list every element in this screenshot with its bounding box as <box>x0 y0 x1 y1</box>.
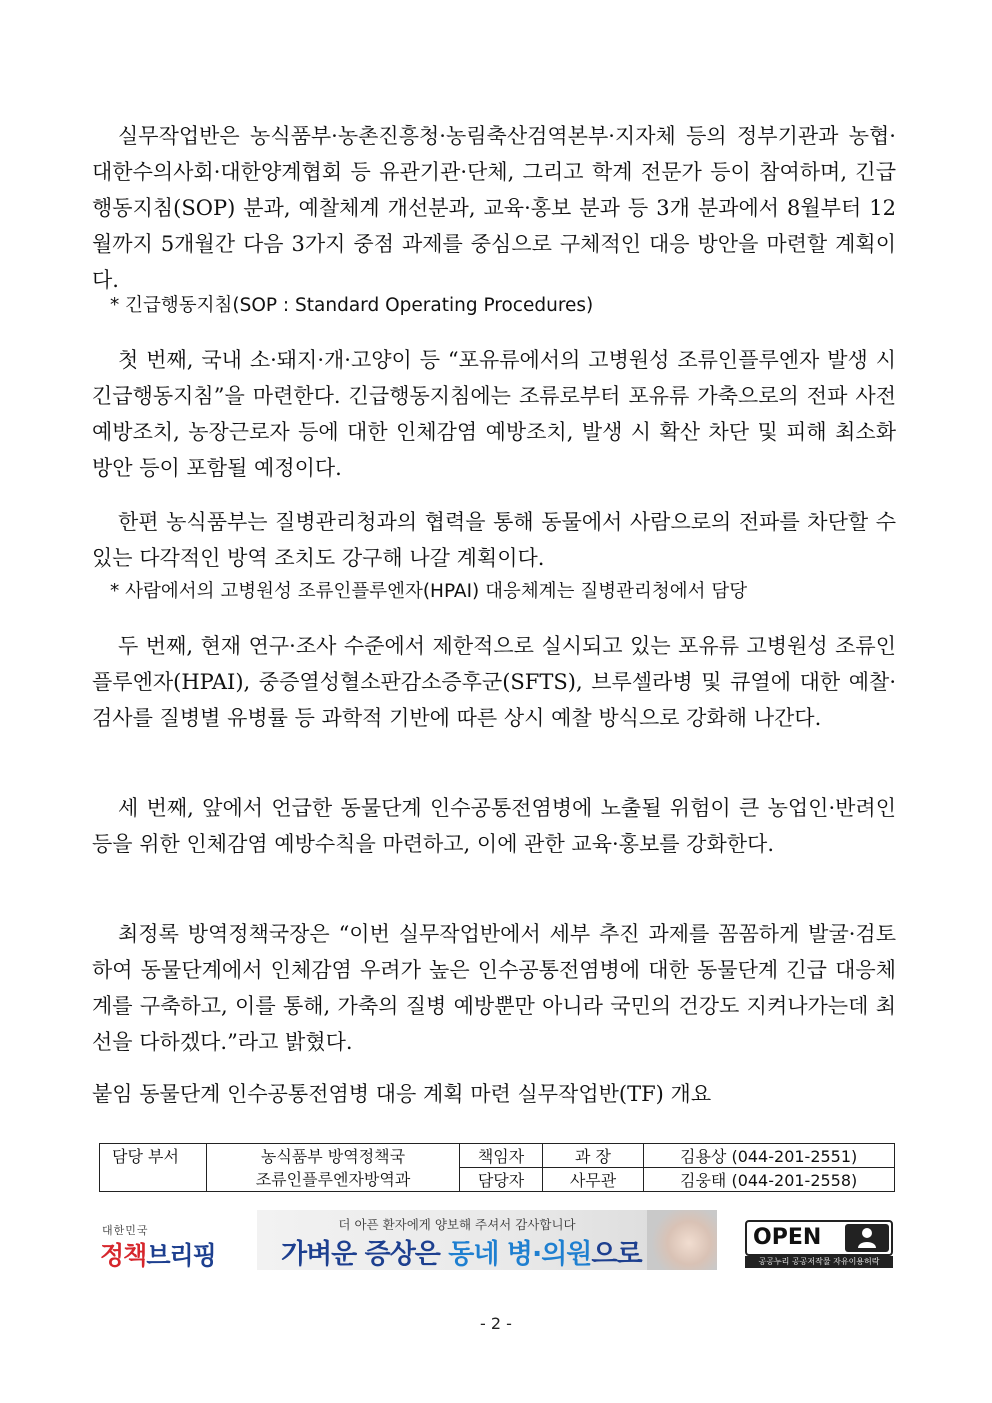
person-cell: 김웅태 (044-201-2558) <box>644 1168 895 1192</box>
paragraph-director-quote: 최정록 방역정책국장은 “이번 실무작업반에서 세부 추진 과제를 꼼꼼하게 발굴·검토하여 동물단계에서 인체감염 우려가 높은 인수공통전염병에 대한 동물단계 긴급 대응체계를 구축하고, 이를 통해, 가축의 질병 예방뿐만 아니라 국민의 건강도 지켜나가는데 최선을 다하겠다.”라고 밝혔다. <box>92 922 896 1054</box>
dept-label: 담당 부서 <box>100 1144 207 1192</box>
open-text: OPEN <box>753 1225 822 1250</box>
paragraph-second: 두 번째, 현재 연구·조사 수준에서 제한적으로 실시되고 있는 포유류 고병원성 조류인플루엔자(HPAI), 중증열성혈소판감소증후군(SFTS), 브루셀라병 및 큐열에 대한 예찰·검사를 질병별 유병률 등 과학적 기반에 따른 상시 예찰 방식으로 강화해 나간다. <box>92 634 896 730</box>
banner-photo <box>647 1210 717 1270</box>
table-row <box>100 1144 895 1168</box>
page-number: - 2 - <box>480 1314 512 1333</box>
kogl-open-logo[interactable] <box>745 1220 893 1268</box>
attachment-line: 붙임 동물단계 인수공통전염병 대응 계획 마련 실무작업반(TF) 개요 <box>92 1082 712 1106</box>
policy-briefing-logo[interactable]: 대한민국 정책브리핑 <box>100 1224 216 1270</box>
contact-table <box>99 1143 895 1192</box>
person-cell: 김용상 (044-201-2551) <box>644 1144 895 1168</box>
role-cell: 책임자 <box>460 1144 543 1168</box>
title-cell: 과 장 <box>543 1144 644 1168</box>
banner-subtitle: 더 아픈 환자에게 양보해 주셔서 감사합니다 <box>338 1217 576 1232</box>
footnote-sop: * 긴급행동지침(SOP : Standard Operating Procedures) <box>110 295 594 316</box>
banner-headline: 가벼운 증상은 동네 병·의원으로 <box>281 1239 642 1270</box>
footnote-hpai: * 사람에서의 고병원성 조류인플루엔자(HPAI) 대응체계는 질병관리청에서 담당 <box>110 581 748 602</box>
paragraph-third: 세 번째, 앞에서 언급한 동물단계 인수공통전염병에 노출될 위험이 큰 농업인·반려인 등을 위한 인체감염 예방수칙을 마련하고, 이에 관한 교육·홍보를 강화한다. <box>92 796 896 856</box>
dept-name: 농식품부 방역정책국 조류인플루엔자방역과 <box>207 1144 460 1192</box>
title-cell: 사무관 <box>543 1168 644 1192</box>
paragraph-cooperation: 한편 농식품부는 질병관리청과의 협력을 통해 동물에서 사람으로의 전파를 차단할 수 있는 다각적인 방역 조치도 강구해 나갈 계획이다. <box>92 510 896 570</box>
paragraph-first: 첫 번째, 국내 소·돼지·개·고양이 등 “포유류에서의 고병원성 조류인플루엔자 발생 시 긴급행동지침”을 마련한다. 긴급행동지침에는 조류로부터 포유류 가축으로의 전파 사전 예방조치, 농장근로자 등에 대한 인체감염 예방조치, 발생 시 확산 차단 및 피해 최소화 방안 등이 포함될 예정이다. <box>92 348 896 480</box>
campaign-banner[interactable] <box>257 1210 717 1270</box>
attribution-icon <box>845 1224 889 1252</box>
role-cell: 담당자 <box>460 1168 543 1192</box>
open-caption: 공공누리 공공저작물 자유이용허락 <box>745 1256 893 1268</box>
paragraph-working-group: 실무작업반은 농식품부·농촌진흥청·농림축산검역본부·지자체 등의 정부기관과 농협·대한수의사회·대한양계협회 등 유관기관·단체, 그리고 학계 전문가 등이 참여하며, 긴급행동지침(SOP) 분과, 예찰체계 개선분과, 교육·홍보 분과 등 3개 분과에서 8월부터 12월까지 5개월간 다음 3가지 중점 과제를 중심으로 구체적인 대응 방안을 마련할 계획이다. <box>92 124 896 292</box>
